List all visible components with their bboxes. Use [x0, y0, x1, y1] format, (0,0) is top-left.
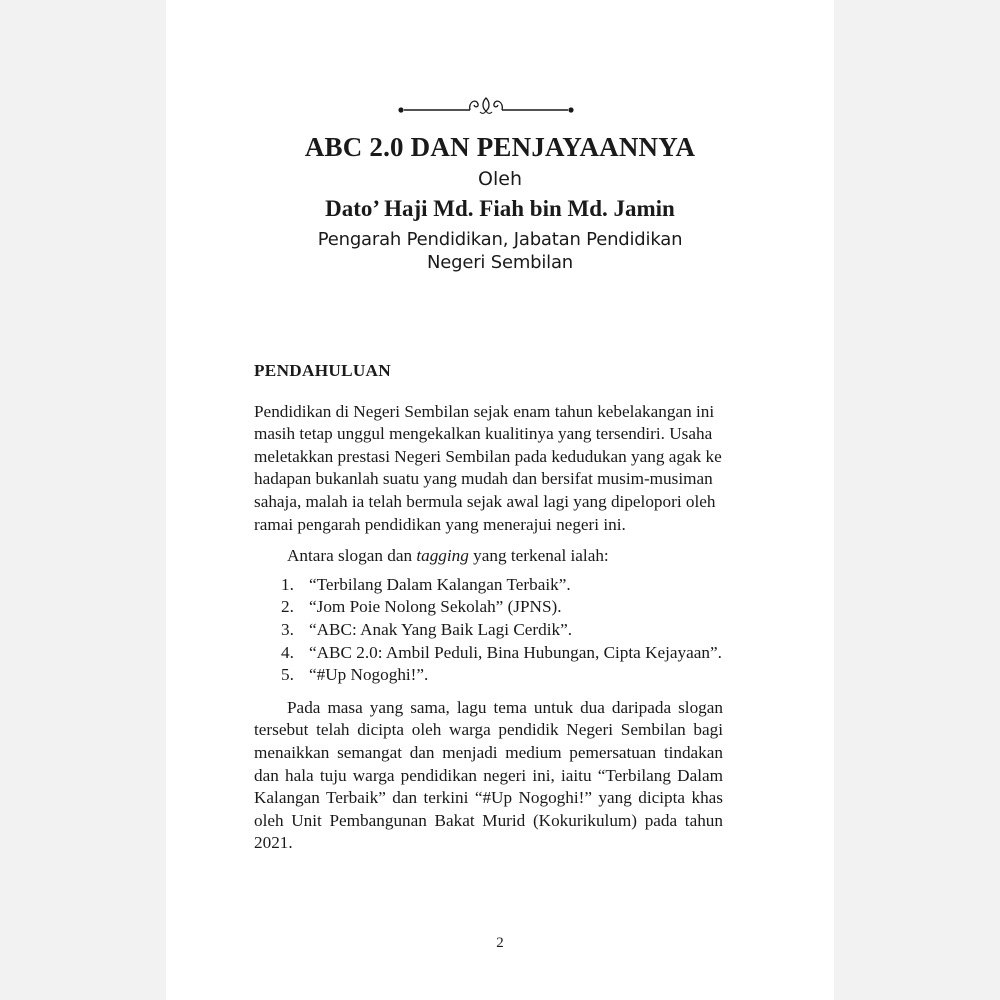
page-title: ABC 2.0 DAN PENJAYAANNYA — [304, 132, 696, 162]
paragraph-text: yang terkenal ialah: — [468, 546, 609, 566]
document-page — [166, 0, 834, 1000]
affiliation-line-1: Pengarah Pendidikan, Jabatan Pendidikan — [317, 229, 683, 250]
affiliation-line-2: Negeri Sembilan — [426, 252, 574, 273]
paragraph-intro: Pendidikan di Negeri Sembilan sejak enam tahun kebelakangan ini masih tetap unggul mengekalkan kualitinya yang tersendiri. Usaha meletakkan prestasi Negeri Sembilan pada kedudukan yang agak ke hadapan bukanlah suatu yang mudah dan bersifat musim-musiman sahaja, malah ia telah bermula sejak awal lagi yang dipelopori oleh ramai pengarah pendidikan yang menerajui negeri ini. — [254, 401, 722, 534]
paragraph-theme-songs: Pada masa yang sama, lagu tema untuk dua daripada slogan tersebut telah dicipta oleh warga pendidik Negeri Sembilan bagi menaikkan semangat dan menjadi medium pemersatuan tindakan dan hala tuju warga pendidikan negeri ini, iaitu “Terbilang Dalam Kalangan Terbaik” dan terkini “#Up Nogoghi!” yang dicipta khas oleh Unit Pembangunan Bakat Murid (Kokurikulum) pada tahun 2021. — [254, 697, 723, 853]
body-content — [254, 360, 723, 855]
page-number: 2 — [496, 935, 504, 951]
list-item — [254, 642, 723, 665]
paragraph-slogans-intro — [254, 545, 723, 568]
paragraph-text: Antara slogan dan — [287, 546, 417, 566]
byline: Oleh — [478, 168, 522, 190]
slogan-list — [254, 574, 723, 687]
list-number: 4. — [281, 642, 294, 662]
list-item — [254, 664, 723, 687]
list-text: “Jom Poie Nolong Sekolah” (JPNS). — [309, 597, 562, 617]
author-name: Dato’ Haji Md. Fiah bin Md. Jamin — [325, 196, 675, 221]
ornamental-divider-icon — [396, 92, 576, 120]
list-text: “#Up Nogoghi!”. — [309, 665, 429, 685]
author-affiliation — [166, 228, 834, 274]
section-heading: PENDAHULUAN — [254, 361, 391, 380]
list-number: 1. — [281, 574, 294, 594]
list-item — [254, 574, 723, 597]
list-text: “Terbilang Dalam Kalangan Terbaik”. — [309, 574, 571, 594]
list-number: 2. — [281, 597, 294, 617]
list-item — [254, 619, 723, 642]
list-item — [254, 596, 723, 619]
italic-term: tagging — [416, 546, 469, 566]
list-text: “ABC: Anak Yang Baik Lagi Cerdik”. — [309, 619, 573, 639]
list-text: “ABC 2.0: Ambil Peduli, Bina Hubungan, Cipta Kejayaan”. — [309, 642, 722, 662]
list-number: 5. — [281, 665, 294, 685]
list-number: 3. — [281, 619, 294, 639]
